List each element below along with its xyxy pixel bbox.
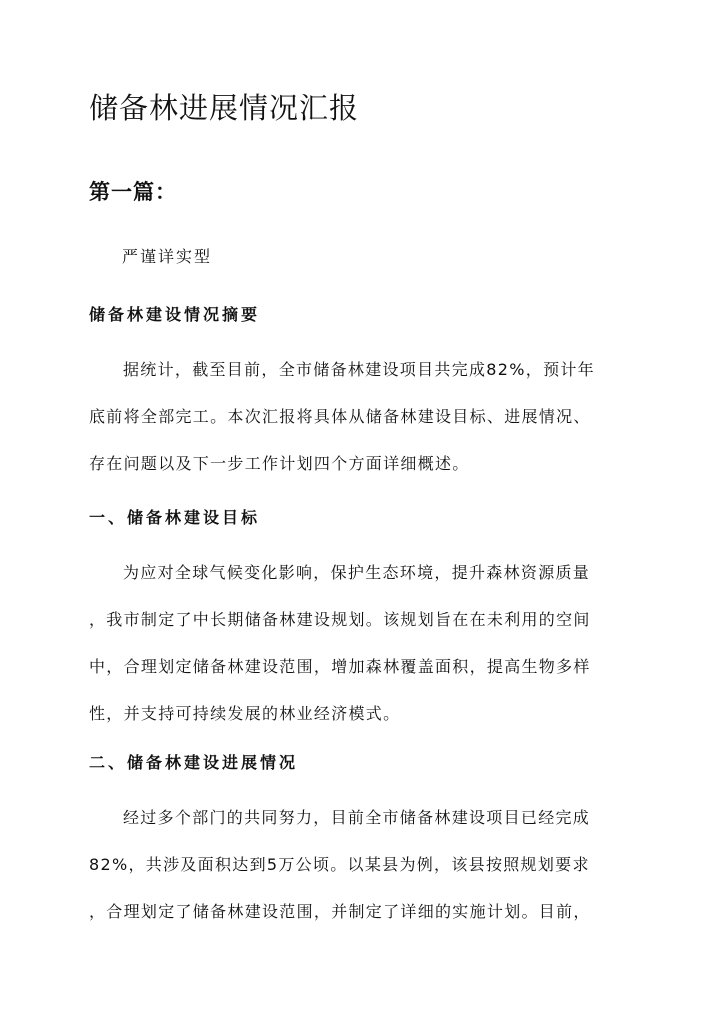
paragraph-line: 82%，共涉及面积达到5万公顷。以某县为例，该县按照规划要求	[89, 855, 590, 874]
paragraph-line: 存在问题以及下一步工作计划四个方面详细概述。	[89, 454, 470, 473]
paragraph-line: 据统计，截至目前，全市储备林建设项目共完成82%，预计年	[123, 360, 595, 379]
paragraph-line: 性，并支持可持续发展的林业经济模式。	[89, 704, 401, 723]
document-title: 储备林进展情况汇报	[89, 91, 360, 125]
part-heading: 第一篇：	[89, 180, 177, 204]
section-heading-progress: 二、储备林建设进展情况	[89, 753, 299, 772]
paragraph-line: 为应对全球气候变化影响，保护生态环境，提升森林资源质量	[123, 563, 591, 582]
document-subtitle: 严谨详实型	[122, 247, 213, 266]
paragraph-summary	[89, 359, 634, 500]
paragraph-line: 底前将全部完工。本次汇报将具体从储备林建设目标、进展情况、	[89, 407, 591, 426]
paragraph-line: ，合理划定了储备林建设范围，并制定了详细的实施计划。目前，	[89, 902, 591, 921]
paragraph-line: 中，合理划定储备林建设范围，增加森林覆盖面积，提高生物多样	[89, 657, 591, 676]
section-heading-goals: 一、储备林建设目标	[89, 508, 261, 527]
paragraph-progress	[89, 807, 634, 948]
paragraph-goals	[89, 562, 634, 750]
paragraph-line: 经过多个部门的共同努力，目前全市储备林建设项目已经完成	[123, 808, 591, 827]
section-heading-summary: 储备林建设情况摘要	[89, 305, 261, 324]
paragraph-line: ，我市制定了中长期储备林建设规划。该规划旨在在未利用的空间	[89, 610, 591, 629]
